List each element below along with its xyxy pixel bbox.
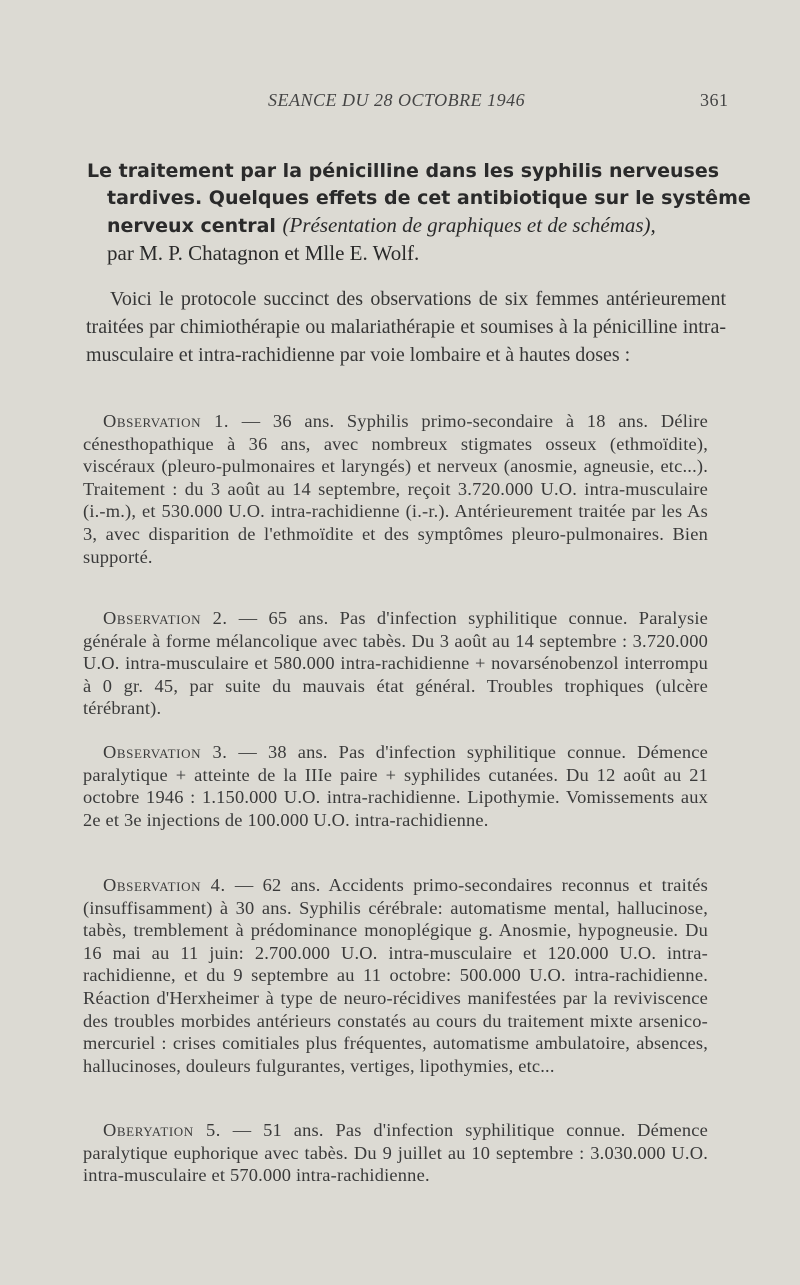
observation-1 — [83, 410, 708, 568]
observation-5 — [83, 1119, 708, 1187]
observation-heading: Oberyation 5. — [103, 1120, 221, 1140]
article-authors: par M. P. Chatagnon et Mlle E. Wolf. — [107, 241, 420, 265]
page-number: 361 — [700, 90, 729, 110]
observation-4 — [83, 874, 708, 1077]
intro-paragraph: Voici le protocole succinct des observations de six femmes antérieurement traitées par chimiothérapie ou malariathérapie et soumises à la pénicilline intra-musculaire et intra-rachidienne par voie lombaire et à hautes doses : — [86, 288, 726, 366]
observation-heading: Observation 1. — [103, 411, 230, 431]
observation-heading: Observation 3. — [103, 742, 228, 762]
running-title: SEANCE DU 28 OCTOBRE 1946 — [268, 90, 526, 110]
observation-2 — [83, 607, 708, 720]
title-line-3 — [87, 212, 727, 240]
observation-heading: Observation 4. — [103, 875, 226, 895]
observation-text: — 36 ans. Syphilis primo-secondaire à 18 ans. Délire cénesthopathique à 36 ans, avec nombreux stigmates osseux (ethmoïdite), viscéraux (pleuro-pulmonaires et laryngés) et nerveux (anosmie, agneusie, etc...). Traitement : du 3 août au 14 septembre, reçoit 3.720.000 U.O. intra-musculaire (i.-m.), et 530.000 U.O. intra-rachidienne (i.-r.). Antérieurement traitée par les As 3, avec disparition de l'ethmoïdite et des symptômes pleuro-pulmonaires. Bien supporté. — [83, 411, 708, 567]
observation-heading: Observation 2. — [103, 608, 228, 628]
observation-3 — [83, 741, 708, 831]
page-header — [0, 90, 800, 114]
observation-text: — 38 ans. Pas d'infection syphilitique connue. Démence paralytique + atteinte de la IIIe paire + syphilides cutanées. Du 12 août au 21 octobre 1946 : 1.150.000 U.O. intra-rachidienne. Lipothymie. Vomissements aux 2e et 3e injections de 100.000 U.O. intra-rachidienne. — [83, 742, 708, 830]
article-title — [87, 158, 751, 267]
observation-text: — 65 ans. Pas d'infection syphilitique connue. Paralysie générale à forme mélancolique avec tabès. Du 3 août au 14 septembre : 3.720.000 U.O. intra-musculaire et 580.000 intra-rachidienne + novarsénobenzol interrompu à 0 gr. 45, par suite du mauvais état général. Troubles trophiques (ulcère térébrant). — [83, 608, 708, 719]
title-line-2: tardives. Quelques effets de cet antibiotique sur le systême — [107, 187, 751, 209]
title-line-3-bold: nerveux central — [107, 215, 276, 237]
observation-text: — 62 ans. Accidents primo-secondaires reconnus et traités (insuffisamment) à 30 ans. Syphilis cérébrale: automatisme mental, hallucinose, tabès, tremblement à prédominance monoplégique g. Anosmie, hypogneusie. Du 16 mai au 11 juin: 2.700.000 U.O. intra-musculaire et 120.000 U.O. intra-rachidienne, et du 9 septembre au 11 octobre: 500.000 U.O. intra-rachidienne. Réaction d'Herxheimer à type de neuro-récidives manifestées par la reviviscence des troubles morbides antérieurs constatés au cours du traitement mixte arsenico-mercuriel : crises comitiales plus fréquentes, automatisme ambulatoire, absences, hallucinoses, douleurs fulgurantes, vertiges, lipothymies, etc... — [83, 875, 708, 1076]
title-subtitle: (Présentation de graphiques et de schémas), — [282, 213, 656, 237]
observation-text: — 51 ans. Pas d'infection syphilitique connue. Démence paralytique euphorique avec tabès. Du 9 juillet au 10 septembre : 3.030.000 U.O. intra-musculaire et 570.000 intra-rachidienne. — [83, 1120, 709, 1186]
title-line-1: Le traitement par la pénicilline dans les syphilis nerveuses — [87, 160, 720, 182]
